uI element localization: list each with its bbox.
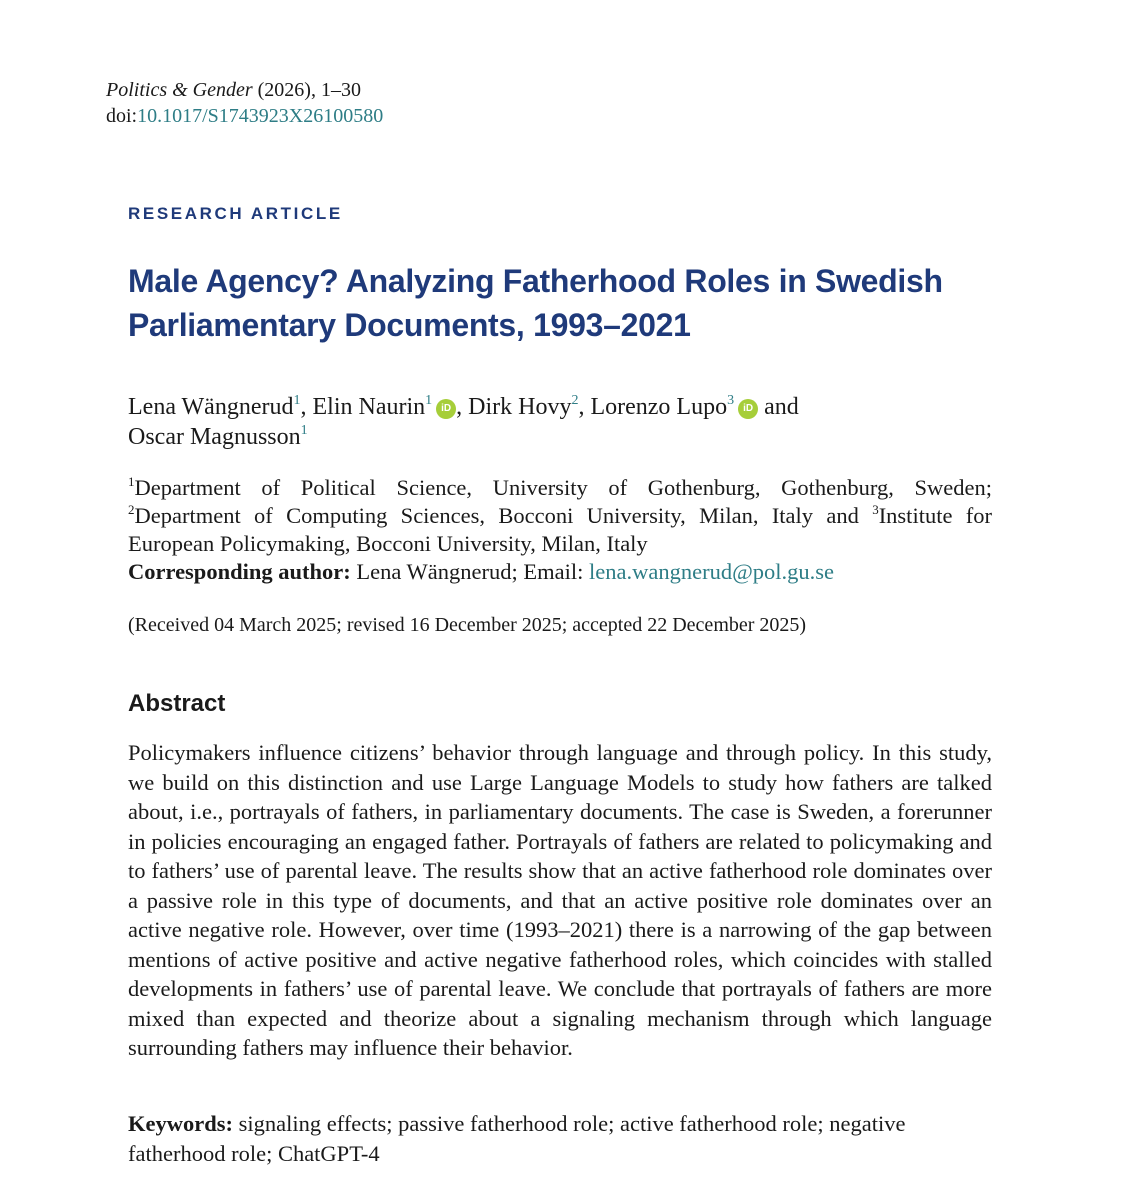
affiliation-text: Institute for bbox=[878, 503, 992, 528]
abstract-body: Policymakers influence citizens’ behavior through language and through policy. In this study, we build on this distinction and use Large Language Models to study how fathers are talked about, i.e., portrayals of fathers, in parliamentary documents. The case is Sweden, a forerunner in policies encouraging an engaged father. Portrayals of fathers are related to policymaking and to fathers’ use of parental leave. The results show that an active fatherhood role dominates over a passive role in this type of documents, and that an active positive role dominates over an active negative role. However, over time (1993–2021) there is a narrowing of the gap between mentions of active positive and active negative fatherhood roles, which coincides with stalled developments in fathers’ use of parental leave. We conclude that portrayals of fathers are more mixed than expected and theorize about a signaling mechanism through which language surrounding fathers may influence their behavior. bbox=[128, 740, 992, 1060]
author-separator: , bbox=[300, 394, 313, 420]
affiliations bbox=[128, 474, 992, 586]
author-and: and bbox=[758, 394, 799, 420]
doi-prefix: doi: bbox=[106, 105, 138, 127]
orcid-icon[interactable]: iD bbox=[738, 399, 758, 419]
received-dates: (Received 04 March 2025; revised 16 December 2025; accepted 22 December 2025) bbox=[128, 614, 807, 636]
author-name: Oscar Magnusson bbox=[128, 424, 301, 450]
affiliation-2-3 bbox=[128, 502, 992, 530]
affiliation-3-cont: European Policymaking, Bocconi University, Milan, Italy bbox=[128, 531, 648, 556]
affiliation-number: 1 bbox=[128, 474, 135, 489]
author-separator: , bbox=[578, 394, 591, 420]
affiliation-marker[interactable]: 1 bbox=[293, 393, 301, 408]
corresponding-author bbox=[128, 558, 992, 586]
affiliation-marker[interactable]: 2 bbox=[571, 393, 579, 408]
journal-citation bbox=[106, 77, 361, 103]
email-link[interactable]: lena.wangnerud@pol.gu.se bbox=[589, 559, 835, 584]
corresponding-text: Lena Wängnerud; Email: bbox=[350, 559, 589, 584]
author-name: Lena Wängnerud bbox=[128, 394, 294, 420]
affiliation-marker[interactable]: 1 bbox=[300, 423, 308, 438]
article-type: RESEARCH ARTICLE bbox=[128, 204, 343, 223]
journal-details: (2026), 1–30 bbox=[252, 79, 361, 101]
article-title: Male Agency? Analyzing Fatherhood Roles in Swedish Parliamentary Documents, 1993–2021 bbox=[128, 263, 943, 343]
author-name: Dirk Hovy bbox=[468, 394, 572, 420]
corresponding-label: Corresponding author: bbox=[128, 559, 351, 584]
affiliation-number: 3 bbox=[872, 502, 879, 517]
orcid-icon[interactable]: iD bbox=[436, 399, 456, 419]
author-name: Elin Naurin bbox=[312, 394, 426, 420]
doi-line bbox=[106, 103, 383, 129]
author-list bbox=[128, 392, 1008, 452]
author-separator: , bbox=[456, 394, 469, 420]
keywords-label: Keywords: bbox=[128, 1111, 233, 1136]
affiliation-number: 2 bbox=[128, 502, 135, 517]
affiliation-1 bbox=[128, 474, 992, 502]
keywords bbox=[128, 1109, 992, 1168]
author-name: Lorenzo Lupo bbox=[590, 394, 728, 420]
doi-link[interactable]: 10.1017/S1743923X26100580 bbox=[137, 105, 384, 127]
affiliation-text: Department of Political Science, University of Gothenburg, Gothenburg, Sweden; bbox=[134, 475, 992, 500]
abstract-heading: Abstract bbox=[128, 690, 226, 717]
journal-name: Politics & Gender bbox=[106, 79, 253, 101]
keywords-text: signaling effects; passive fatherhood role; active fatherhood role; negative fatherhood role; ChatGPT-4 bbox=[128, 1111, 906, 1166]
affiliation-marker[interactable]: 1 bbox=[425, 393, 433, 408]
affiliation-marker[interactable]: 3 bbox=[727, 393, 735, 408]
affiliation-text: Department of Computing Sciences, Bocconi University, Milan, Italy and bbox=[134, 503, 873, 528]
